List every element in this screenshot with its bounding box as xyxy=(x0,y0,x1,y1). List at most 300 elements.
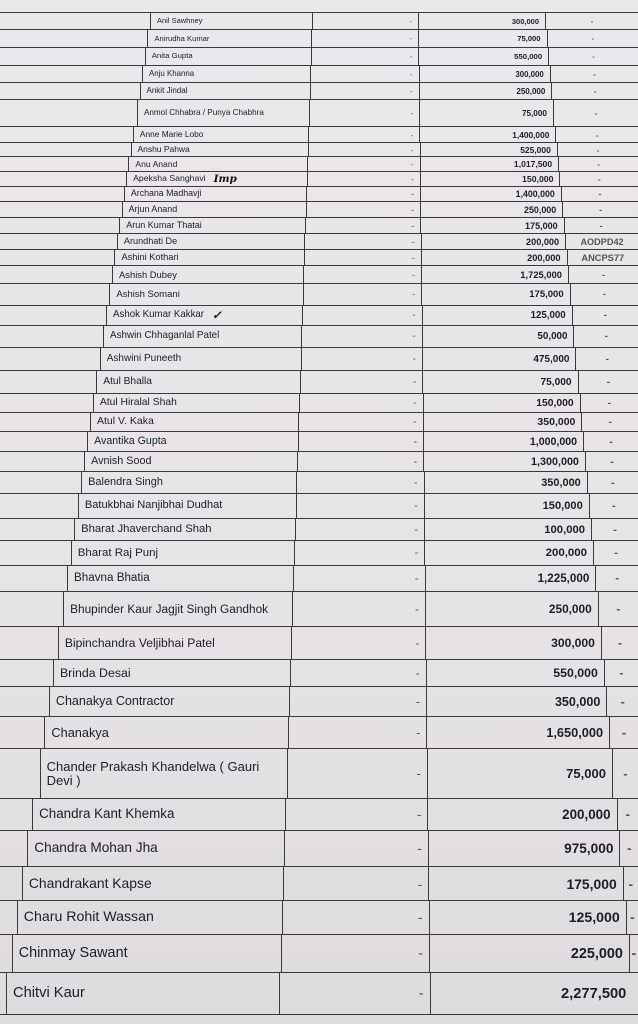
name-cell-text: Anirudha Kumar xyxy=(154,33,210,43)
dash-cell-text: - xyxy=(415,666,420,680)
pan-cell-text: - xyxy=(596,144,600,155)
pan-cell xyxy=(595,566,638,591)
dash-cell xyxy=(284,831,428,866)
amount-cell-text: 50,000 xyxy=(537,331,568,342)
pan-cell-text: - xyxy=(625,807,630,822)
name-cell-text: Avantika Gupta xyxy=(94,434,167,447)
pan-cell-text: - xyxy=(617,636,622,650)
name-cell-text: Charu Rohit Wassan xyxy=(23,909,154,926)
amount-cell xyxy=(427,749,612,798)
name-cell-text: Anil Sawhney xyxy=(157,16,203,26)
amount-cell-text: 75,000 xyxy=(566,766,606,781)
dash-cell-text: - xyxy=(414,500,418,512)
table-row xyxy=(0,659,638,686)
name-cell xyxy=(90,413,298,431)
table-bottom-border xyxy=(0,1014,638,1015)
dash-cell xyxy=(291,627,425,659)
amount-cell xyxy=(418,30,546,47)
name-cell xyxy=(32,799,285,830)
row-margin xyxy=(0,687,49,716)
name-cell xyxy=(128,157,307,171)
name-cell xyxy=(119,218,305,233)
row-margin xyxy=(0,494,78,518)
table-row xyxy=(0,412,638,431)
name-cell xyxy=(122,202,306,217)
table-row xyxy=(0,798,638,830)
dash-cell xyxy=(306,187,420,201)
row-margin xyxy=(0,660,53,686)
amount-cell xyxy=(426,660,604,686)
amount-cell xyxy=(426,717,609,748)
pan-cell-text: - xyxy=(631,945,637,962)
dash-cell xyxy=(305,218,420,233)
name-cell-text: Anne Marie Lobo xyxy=(139,129,204,140)
amount-cell-text: 75,000 xyxy=(517,34,541,43)
row-margin xyxy=(0,266,112,283)
table-row xyxy=(0,451,638,471)
dash-cell-text: - xyxy=(416,725,421,740)
dash-cell xyxy=(304,234,420,249)
amount-cell xyxy=(421,234,565,249)
amount-cell xyxy=(420,172,560,186)
dash-cell-text: - xyxy=(413,435,418,448)
pan-cell-text: - xyxy=(599,204,603,215)
amount-cell xyxy=(422,306,572,325)
amount-cell xyxy=(421,284,569,305)
row-margin xyxy=(0,519,74,540)
dash-cell-text: - xyxy=(412,289,416,300)
row-margin xyxy=(0,326,103,347)
pan-cell xyxy=(548,48,638,65)
dash-cell xyxy=(303,266,421,283)
dash-cell xyxy=(289,687,426,716)
dash-cell xyxy=(297,452,423,471)
table-row xyxy=(0,493,638,518)
name-cell-text: Bharat Raj Punj xyxy=(77,546,159,559)
amount-cell-text: 225,000 xyxy=(570,945,623,962)
amount-cell xyxy=(425,592,598,626)
name-cell-text: Bharat Jhaverchand Shah xyxy=(81,522,212,535)
name-cell xyxy=(109,284,302,305)
row-margin xyxy=(0,48,145,65)
pan-cell xyxy=(572,306,638,325)
dash-cell-text: - xyxy=(414,602,419,616)
name-cell xyxy=(84,452,297,471)
amount-cell xyxy=(422,348,575,370)
row-margin xyxy=(0,831,27,866)
dash-cell-text: - xyxy=(409,34,413,43)
name-cell-text: Bhupinder Kaur Jagjit Singh Gandhok xyxy=(70,601,269,616)
row-margin xyxy=(0,394,93,412)
pan-cell xyxy=(617,799,638,830)
dash-cell-text: - xyxy=(416,807,422,822)
amount-cell-text: 100,000 xyxy=(544,523,586,536)
pan-cell-text: - xyxy=(612,500,616,512)
name-cell-text: Chandra Kant Khemka xyxy=(39,806,175,822)
pan-cell-text: - xyxy=(592,52,595,61)
dash-cell xyxy=(292,592,425,626)
dash-cell xyxy=(290,660,426,686)
pan-cell-text: - xyxy=(595,129,599,140)
pan-cell xyxy=(580,394,638,412)
amount-cell-text: 200,000 xyxy=(527,252,561,263)
table-row xyxy=(0,325,638,347)
name-cell-text: Ankit Jindal xyxy=(146,85,188,95)
row-margin xyxy=(0,867,22,900)
pan-cell xyxy=(593,541,638,565)
amount-cell-text: 1,225,000 xyxy=(537,572,590,585)
amount-cell-text: 175,000 xyxy=(525,220,558,231)
dash-cell xyxy=(312,13,418,29)
pan-cell-text: - xyxy=(616,602,621,616)
row-margin xyxy=(0,935,12,972)
amount-cell-text: 150,000 xyxy=(522,174,554,184)
dash-cell-text: - xyxy=(418,945,424,962)
amount-cell-text: 250,000 xyxy=(548,602,592,616)
table-row xyxy=(0,249,638,265)
dash-cell xyxy=(310,66,418,82)
pan-cell-text: - xyxy=(628,875,634,892)
name-cell xyxy=(78,494,296,518)
amount-cell xyxy=(419,100,553,126)
name-cell xyxy=(131,143,308,156)
pan-cell-text: - xyxy=(615,572,620,585)
row-margin xyxy=(0,566,67,591)
dash-cell xyxy=(299,394,423,412)
dash-cell-text: - xyxy=(411,174,414,184)
pan-cell xyxy=(623,867,638,900)
row-margin xyxy=(0,157,128,171)
row-margin xyxy=(0,250,114,265)
dash-cell xyxy=(288,717,426,748)
amount-cell xyxy=(428,867,622,900)
name-cell-text: Arun Kumar Thatai xyxy=(126,219,202,230)
pan-cell xyxy=(555,127,638,142)
table-row xyxy=(0,126,638,142)
table-row xyxy=(0,471,638,493)
table-row xyxy=(0,866,638,900)
amount-cell-text: 150,000 xyxy=(536,397,574,409)
pan-cell xyxy=(564,218,638,233)
dash-cell-text: - xyxy=(412,331,416,342)
table-row xyxy=(0,12,638,29)
amount-cell xyxy=(429,935,629,972)
amount-cell-text: 250,000 xyxy=(523,204,557,215)
table-row xyxy=(0,283,638,305)
table-row xyxy=(0,748,638,798)
pan-cell-text: - xyxy=(604,331,608,342)
dash-cell xyxy=(310,83,419,99)
amount-cell xyxy=(424,472,587,493)
dash-cell xyxy=(301,348,422,370)
amount-cell-text: 350,000 xyxy=(554,694,601,709)
pan-cell-text: - xyxy=(621,725,627,740)
pan-cell xyxy=(578,371,638,393)
row-margin xyxy=(0,432,87,451)
dash-cell xyxy=(307,172,420,186)
row-margin xyxy=(0,901,17,934)
amount-cell xyxy=(420,187,561,201)
name-cell xyxy=(12,935,281,972)
dash-cell-text: - xyxy=(410,86,413,96)
dash-cell xyxy=(283,867,428,900)
name-cell-text: Apeksha Sanghavi xyxy=(133,173,206,184)
dash-cell-text: - xyxy=(411,189,415,199)
amount-cell-text: 1,725,000 xyxy=(520,269,563,280)
pan-cell-text: - xyxy=(593,69,596,79)
dash-cell xyxy=(282,901,429,934)
row-margin xyxy=(0,172,126,186)
pan-cell-text: - xyxy=(602,289,606,300)
name-cell xyxy=(150,13,312,29)
table-row xyxy=(0,186,638,201)
pan-cell-text: - xyxy=(597,159,600,169)
pan-cell xyxy=(551,83,638,99)
name-cell-text: Ashok Kumar Kakkar xyxy=(113,309,205,321)
dash-cell-text: - xyxy=(412,310,416,321)
name-cell-text: Archana Madhavji xyxy=(130,188,202,199)
dash-cell xyxy=(285,799,427,830)
dash-cell-text: - xyxy=(411,220,415,231)
pan-cell xyxy=(561,187,638,201)
name-cell-text: Avnish Sood xyxy=(91,454,152,467)
name-cell xyxy=(58,627,291,659)
name-cell-text: Ashwin Chhaganlal Patel xyxy=(110,330,220,342)
pan-cell xyxy=(598,592,638,626)
table-row xyxy=(0,217,638,233)
name-cell-text: Anu Anand xyxy=(135,158,178,169)
pan-cell-text: - xyxy=(593,86,597,96)
name-cell xyxy=(114,250,303,265)
name-cell-text: Bhavna Bhatia xyxy=(74,571,150,585)
pan-cell xyxy=(601,627,638,659)
pan-cell xyxy=(629,935,638,972)
pan-cell xyxy=(545,13,638,29)
pan-cell-text: - xyxy=(614,547,618,559)
pan-cell xyxy=(609,717,638,748)
table-row xyxy=(0,171,638,186)
name-cell-text: Brinda Desai xyxy=(59,665,131,680)
dash-cell xyxy=(309,100,419,126)
row-margin xyxy=(0,66,142,82)
amount-cell-text: 1,017,500 xyxy=(513,159,553,169)
name-cell xyxy=(49,687,289,716)
pan-cell-text: AODPD42 xyxy=(580,236,624,247)
amount-cell-text: 200,000 xyxy=(526,236,560,247)
pan-cell-text: - xyxy=(610,455,614,468)
row-margin xyxy=(0,83,140,99)
amount-cell xyxy=(421,266,568,283)
name-cell xyxy=(142,66,310,82)
name-cell xyxy=(71,541,294,565)
pan-cell xyxy=(589,494,638,518)
name-cell xyxy=(81,472,296,493)
pan-cell-text: - xyxy=(611,476,615,489)
table-row xyxy=(0,142,638,156)
amount-cell xyxy=(424,541,593,565)
table-row xyxy=(0,347,638,370)
name-cell xyxy=(27,831,284,866)
pan-cell xyxy=(619,831,638,866)
row-margin xyxy=(0,100,137,126)
amount-cell xyxy=(430,973,633,1014)
name-cell xyxy=(100,348,301,370)
amount-cell-text: 550,000 xyxy=(553,666,598,680)
dash-cell-text: - xyxy=(413,476,418,489)
dash-cell-text: - xyxy=(415,694,421,709)
amount-cell xyxy=(424,519,591,540)
amount-cell xyxy=(422,371,577,393)
table-row xyxy=(0,65,638,82)
amount-cell xyxy=(420,157,558,171)
row-margin xyxy=(0,627,58,659)
row-margin xyxy=(0,799,32,830)
pan-cell-text: - xyxy=(620,694,625,709)
name-cell-text: Anju Khanna xyxy=(149,68,195,78)
name-cell-text: Chinmay Sawant xyxy=(18,944,128,961)
name-cell-text: Batukbhai Nanjibhai Dudhat xyxy=(84,499,223,512)
pan-cell-text: - xyxy=(613,523,617,536)
amount-cell xyxy=(425,627,601,659)
dash-cell xyxy=(294,541,424,565)
name-cell-text: Chander Prakash Khandelwa ( Gauri Devi ) xyxy=(46,758,260,788)
dash-cell-text: - xyxy=(417,909,423,926)
table-row xyxy=(0,305,638,325)
amount-cell-text: 550,000 xyxy=(514,52,543,61)
dash-cell-text: - xyxy=(411,252,415,263)
dash-cell-text: - xyxy=(417,841,422,856)
amount-cell xyxy=(429,901,626,934)
name-cell-text: Chanakya Contractor xyxy=(55,693,175,708)
table-row xyxy=(0,934,638,972)
amount-cell xyxy=(428,831,620,866)
name-cell-text: Arundhati De xyxy=(123,235,178,246)
row-margin xyxy=(0,218,119,233)
name-cell-text: Anshu Pahwa xyxy=(137,144,190,155)
dash-cell xyxy=(296,472,423,493)
row-margin xyxy=(0,127,133,142)
pan-cell xyxy=(558,157,638,171)
amount-cell-text: 475,000 xyxy=(533,353,570,365)
name-cell-text: Atul Bhalla xyxy=(103,375,152,387)
row-margin xyxy=(0,30,147,47)
dash-cell-text: - xyxy=(416,766,421,781)
table-row xyxy=(0,591,638,626)
name-cell-text: Ashish Somani xyxy=(116,288,180,300)
amount-cell xyxy=(423,452,585,471)
name-cell-text: Atul V. Kaka xyxy=(97,415,154,428)
amount-cell xyxy=(423,394,580,412)
amount-cell-text: 200,000 xyxy=(562,807,611,822)
name-cell xyxy=(93,394,299,412)
dash-cell xyxy=(306,202,421,217)
amount-cell-text: 1,400,000 xyxy=(512,129,550,140)
row-margin xyxy=(0,717,44,748)
amount-cell-text: 525,000 xyxy=(520,144,551,155)
amount-cell-text: 150,000 xyxy=(542,500,583,512)
row-margin xyxy=(0,749,40,798)
amount-cell-text: 175,000 xyxy=(529,289,564,300)
pan-cell-text: - xyxy=(609,435,613,448)
amount-cell xyxy=(424,494,589,518)
table-row xyxy=(0,565,638,591)
pan-cell-text: ANCPS77 xyxy=(581,252,625,263)
row-margin xyxy=(0,348,100,370)
pan-cell xyxy=(587,472,638,493)
amount-cell-text: 300,000 xyxy=(515,69,544,79)
amount-cell xyxy=(422,326,574,347)
name-cell xyxy=(17,901,282,934)
row-margin xyxy=(0,413,90,431)
dash-cell xyxy=(301,326,421,347)
dash-cell xyxy=(307,157,420,171)
amount-cell-text: 75,000 xyxy=(521,108,547,118)
handwritten-note: ✓ xyxy=(212,308,222,323)
name-cell xyxy=(40,749,287,798)
table-row xyxy=(0,201,638,217)
table-row xyxy=(0,99,638,126)
amount-cell xyxy=(421,250,567,265)
amount-cell-text: 200,000 xyxy=(545,547,588,559)
pan-cell xyxy=(550,66,638,82)
dash-cell xyxy=(302,306,421,325)
dash-cell xyxy=(293,566,424,591)
dash-cell-text: - xyxy=(413,455,418,468)
pan-cell xyxy=(583,432,638,451)
pan-cell-text: - xyxy=(607,397,612,409)
row-margin xyxy=(0,234,117,249)
dash-cell xyxy=(304,250,421,265)
name-cell xyxy=(137,100,309,126)
name-cell xyxy=(124,187,306,201)
table-row xyxy=(0,156,638,171)
amount-cell-text: 300,000 xyxy=(511,16,539,26)
name-cell xyxy=(133,127,308,142)
amount-cell-text: 2,277,500 xyxy=(561,985,627,1002)
name-cell xyxy=(126,172,306,186)
pan-cell xyxy=(553,100,638,126)
dash-cell-text: - xyxy=(410,144,414,155)
name-cell xyxy=(53,660,290,686)
row-margin xyxy=(0,452,84,471)
row-margin xyxy=(0,13,150,29)
amount-cell-text: 975,000 xyxy=(564,841,614,856)
pan-cell-text: - xyxy=(619,666,624,680)
dash-cell xyxy=(295,519,424,540)
pan-cell-text: - xyxy=(623,766,628,781)
pan-cell xyxy=(568,266,638,283)
row-margin xyxy=(0,202,122,217)
amount-cell xyxy=(420,143,557,156)
amount-cell xyxy=(426,687,606,716)
dash-cell-text: - xyxy=(409,52,413,61)
table-row xyxy=(0,626,638,659)
name-cell-text: Chandrakant Kapse xyxy=(28,875,152,892)
pan-cell xyxy=(626,901,638,934)
dash-cell-text: - xyxy=(414,547,419,559)
table-row xyxy=(0,431,638,451)
amount-cell xyxy=(427,799,616,830)
name-cell xyxy=(117,234,305,249)
dash-cell-text: - xyxy=(414,572,419,585)
dash-cell xyxy=(300,371,422,393)
amount-cell-text: 350,000 xyxy=(537,416,576,428)
name-cell xyxy=(147,30,311,47)
row-margin xyxy=(0,541,71,565)
amount-cell-text: 75,000 xyxy=(540,376,572,388)
pan-cell-text: - xyxy=(606,376,610,388)
pan-cell xyxy=(606,687,638,716)
